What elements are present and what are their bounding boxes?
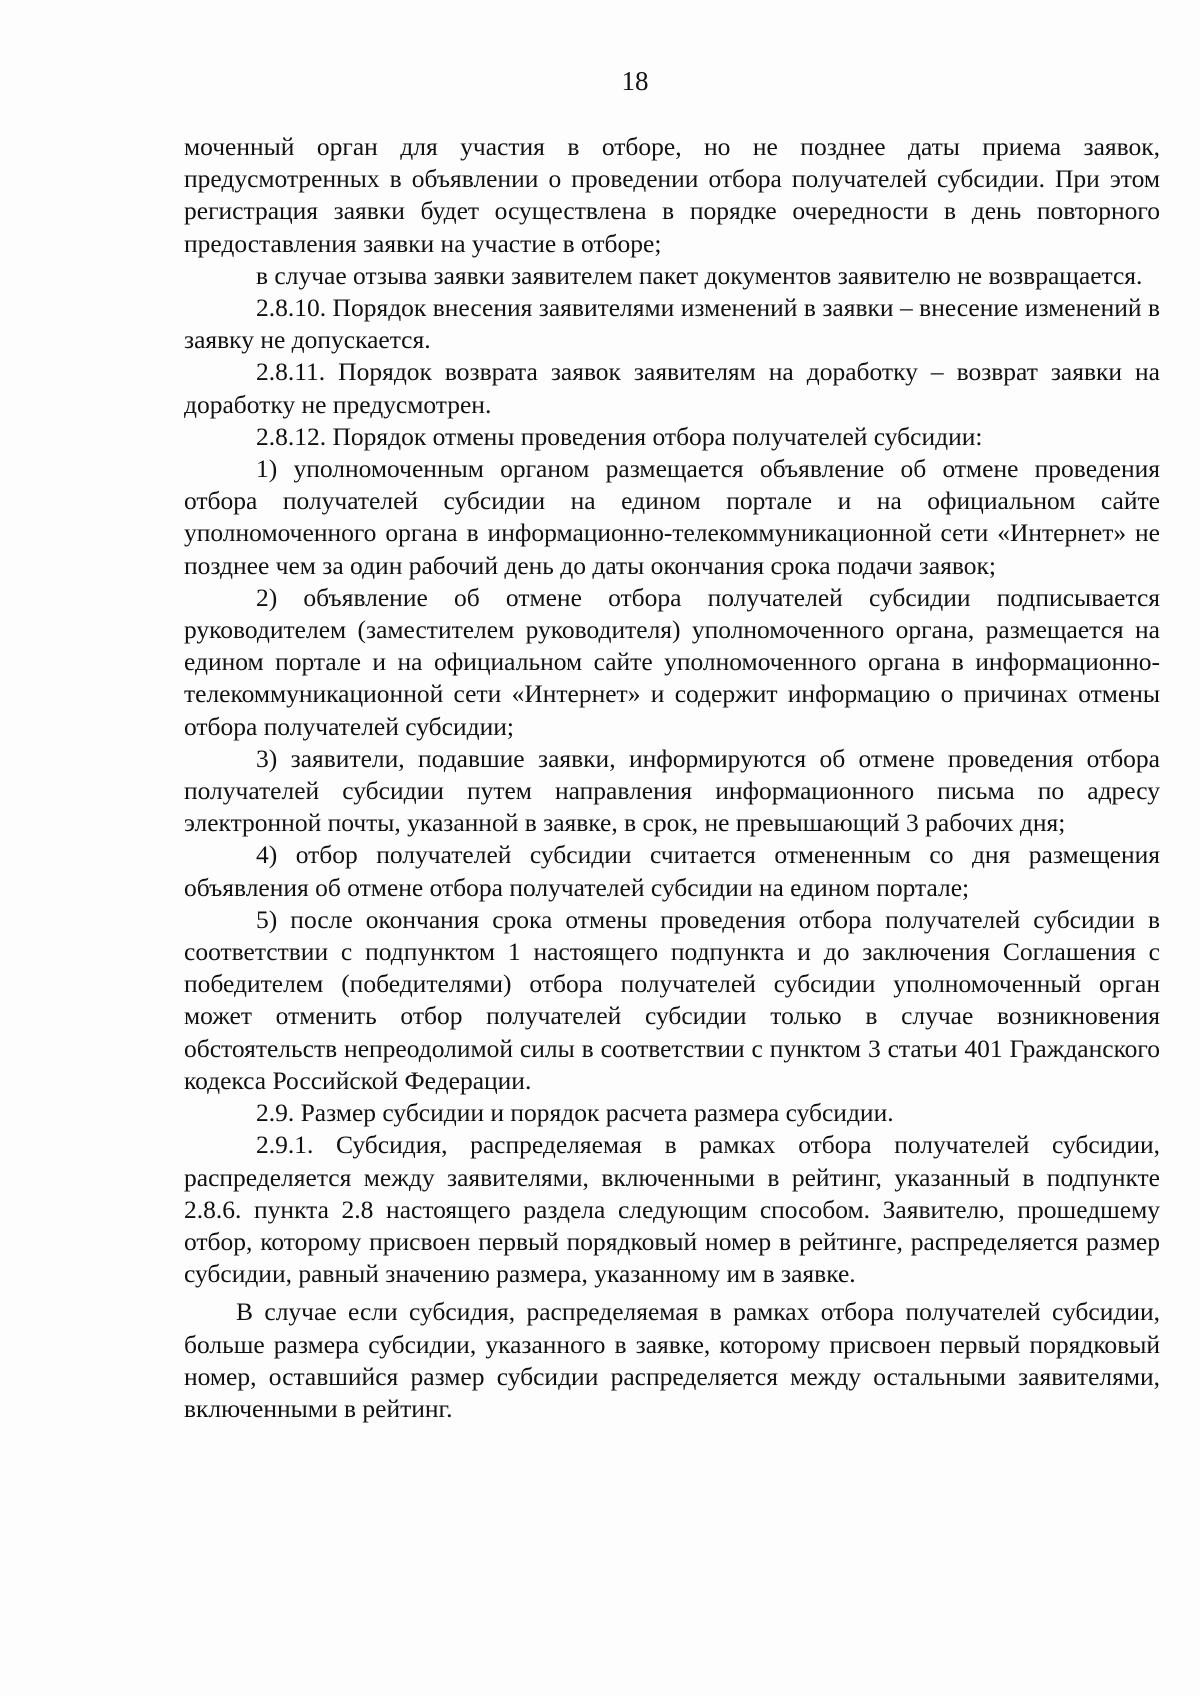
list-item: 4) отбор получателей субсидии считается отмененным со дня размещения объявления об отмене отбора получателей субсидии на едином портале;	[184, 840, 1160, 902]
list-item: 5) после окончания срока отмены проведения отбора получателей субсидии в соответствии с подпунктом 1 настоящего подпункта и до заключения Соглашения с победителем (победителями) отбора получателей субсидии уполномоченный орган может отменить отбор получателей субсидии только в случае возникновения обстоятельств непреодолимой силы в соответствии с пунктом 3 статьи 401 Гражданского кодекса Российской Федерации.	[184, 904, 1160, 1095]
paragraph: 2.8.12. Порядок отмены проведения отбора получателей субсидии:	[256, 421, 983, 451]
list-item: 2) объявление об отмене отбора получателей субсидии подписывается руководителем (заместителем руководителя) уполномоченного органа, размещается на едином портале и на официальном сайте уполномоченного органа в информационно-телекоммуникационной сети «Интернет» и содержит информацию о причинах отмены отбора получателей субсидии;	[184, 582, 1160, 741]
section-heading: 2.9. Размер субсидии и порядок расчета размера субсидии.	[256, 1098, 894, 1128]
page-number: 18	[621, 66, 649, 96]
list-item: 3) заявители, подавшие заявки, информируются об отмене проведения отбора получателей субсидии путем направления информационного письма по адресу электронной почты, указанной в заявке, в срок, не превышающий 3 рабочих дня;	[184, 743, 1160, 838]
paragraph: 2.9.1. Субсидия, распределяемая в рамках отбора получателей субсидии, распределяется между заявителями, включенными в рейтинг, указанный в подпункте 2.8.6. пункта 2.8 настоящего раздела следующим способом. Заявителю, прошедшему отбор, которому присвоен первый порядковый номер в рейтинге, распределяется размер субсидии, равный значению размера, указанному им в заявке.	[184, 1130, 1160, 1289]
paragraph: моченный орган для участия в отборе, но не позднее даты приема заявок, предусмотренных в объявлении о проведении отбора получателей субсидии. При этом регистрация заявки будет осуществлена в порядке очередности в день повторного предоставления заявки на участие в отборе;	[184, 132, 1160, 258]
document-body	[184, 131, 1160, 1425]
list-item: 1) уполномоченным органом размещается объявление об отмене проведения отбора получателей субсидии на едином портале и на официальном сайте уполномоченного органа в информационно-телекоммуникационной сети «Интернет» не позднее чем за один рабочий день до даты окончания срока подачи заявок;	[184, 454, 1160, 580]
paragraph: 2.8.11. Порядок возврата заявок заявителям на доработку – возврат заявки на доработку не предусмотрен.	[184, 357, 1160, 419]
paragraph: В случае если субсидия, распределяемая в рамках отбора получателей субсидии, больше размера субсидии, указанного в заявке, которому присвоен первый порядковый номер, оставшийся размер субсидии распределяется между остальными заявителями, включенными в рейтинг.	[184, 1297, 1160, 1423]
paragraph: в случае отзыва заявки заявителем пакет документов заявителю не возвращается.	[256, 260, 1143, 290]
paragraph: 2.8.10. Порядок внесения заявителями изменений в заявки – внесение изменений в заявку не допускается.	[184, 293, 1160, 355]
